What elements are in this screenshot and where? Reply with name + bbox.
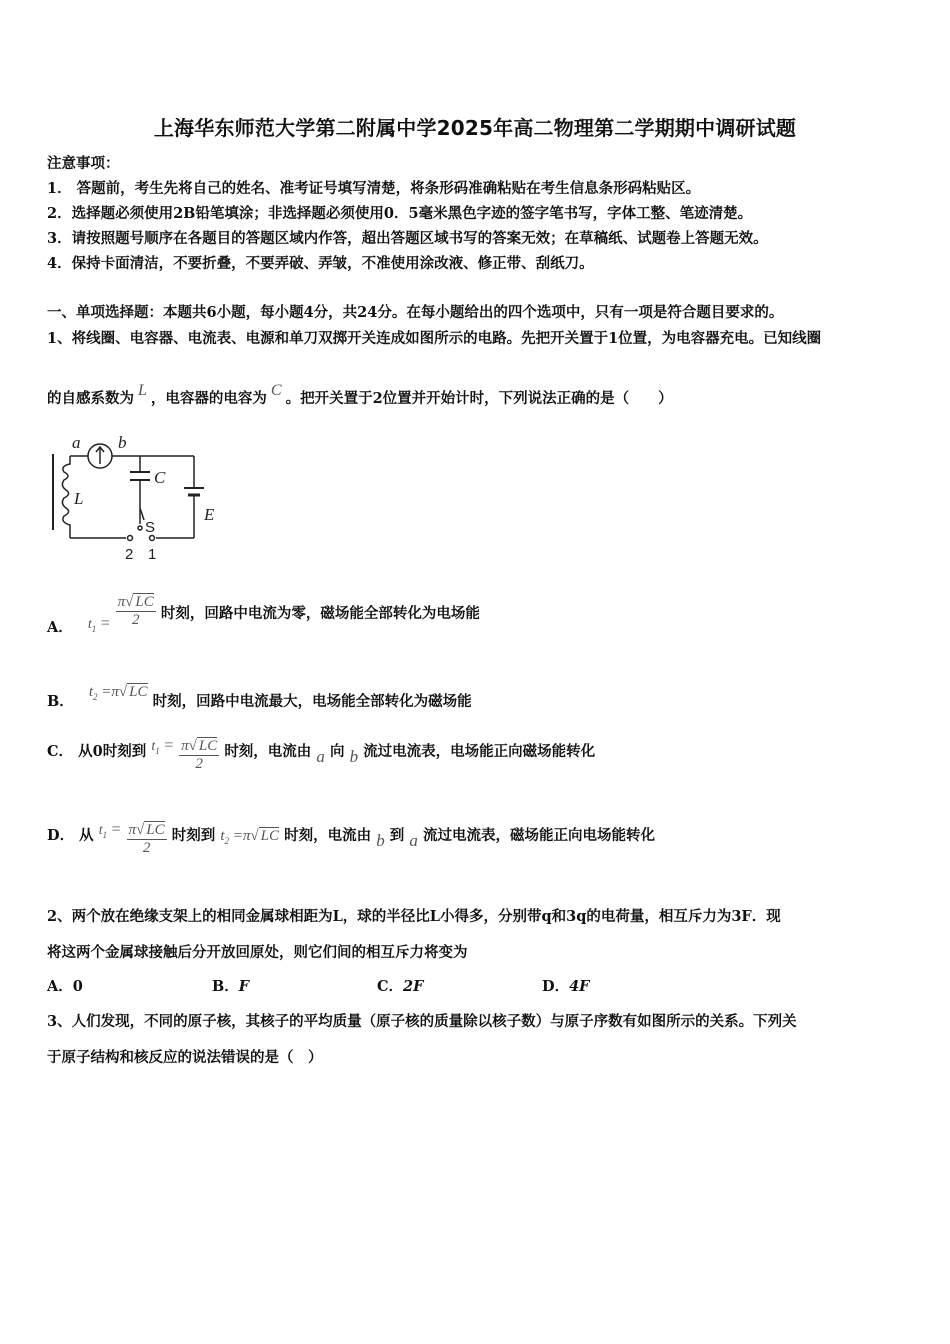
symbol-L: L: [138, 382, 147, 399]
q2-option-d: D．4F: [542, 978, 590, 995]
notice-heading: 注意事项：: [47, 155, 120, 172]
q1-option-a: A． $t_1$ = $\frac{\pi√ LC}{2}$ 时刻，回路中电流为零，磁场能全部转化为电场能: [47, 594, 480, 636]
page-title: 上海华东师范大学第二附属中学2025年高二物理第二学期期中调研试题: [153, 116, 797, 140]
label-a: a: [72, 433, 81, 452]
q1-option-c: C． 从0时刻到 $t_1$ = $\frac{\pi√ LC}{2}$ 时刻，电流由 a 向 b 流过电流表，电场能正向磁场能转化: [47, 737, 596, 772]
q2-stem-line2: 将这两个金属球接触后分开放回原处，则它们间的相互斥力将变为: [47, 944, 468, 961]
q1-option-b: B． $t_2 =\pi√$ LC 时刻，回路中电流最大，电场能全部转化为磁场能: [47, 684, 472, 710]
formula-fraction: $\frac{\pi√ LC}{2}$: [117, 594, 154, 628]
q2-option-c: C．2F: [377, 978, 424, 995]
label-pos1: 1: [148, 546, 157, 563]
symbol-C: C: [270, 382, 282, 399]
formula-fraction: $\frac{\pi√ LC}{2}$: [128, 822, 165, 856]
q2-option-b: B．F: [212, 978, 250, 995]
q1-stem-line1: 1、将线圈、电容器、电流表、电源和单刀双掷开关连成如图所示的电路。先把开关置于1位置，为电容器充电。已知线圈: [47, 330, 822, 347]
notice-item: 3．请按照题号顺序在各题目的答题区域内作答，超出答题区域书写的答案无效；在草稿纸、试题卷上答题无效。: [47, 230, 768, 247]
q3-stem-line1: 3、人们发现，不同的原子核，其核子的平均质量（原子核的质量除以核子数）与原子序数有如图所示的关系。下列关: [47, 1013, 797, 1030]
q3-stem-line2: 于原子结构和核反应的说法错误的是（ ）: [47, 1049, 323, 1066]
notice-item: 2．选择题必须使用2B铅笔填涂；非选择题必须使用0．5毫米黑色字迹的签字笔书写，字体工整、笔迹清楚。: [47, 205, 753, 222]
label-C: C: [154, 468, 166, 487]
lc-circuit-diagram: [44, 432, 234, 567]
label-L: L: [74, 489, 84, 508]
q2-stem-line1: 2、两个放在绝缘支架上的相同金属球相距为L，球的半径比L小得多，分别带q和3q的电荷量，相互斥力为3F．现: [47, 908, 781, 925]
q1-option-d: D． 从 $t_1$ = $\frac{\pi√ LC}{2}$ 时刻到 $t_2 =\pi√$ LC 时刻，电流由 b 到 a 流过电流表，磁场能正向电场能转化: [47, 821, 655, 856]
label-S: S: [145, 519, 156, 536]
label-E: E: [204, 505, 215, 524]
section-heading: 一、单项选择题：本题共6小题，每小题4分，共24分。在每小题给出的四个选项中，只有一项是符合题目要求的。: [47, 304, 784, 321]
notice-item: 1． 答题前，考生先将自己的姓名、准考证号填写清楚，将条形码准确粘贴在考生信息条形码粘贴区。: [47, 180, 701, 197]
q1-stem-line2: 的自感系数为 L ，电容器的电容为 C 。把开关置于2位置并开始计时，下列说法正确的是（ ）: [47, 382, 673, 407]
q2-option-a: A．0: [47, 978, 83, 995]
notice-item: 4．保持卡面清洁，不要折叠，不要弄破、弄皱，不准使用涂改液、修正带、刮纸刀。: [47, 255, 594, 272]
label-b: b: [118, 433, 127, 452]
formula-fraction: $\frac{\pi√ LC}{2}$: [181, 738, 218, 772]
label-pos2: 2: [125, 546, 134, 563]
